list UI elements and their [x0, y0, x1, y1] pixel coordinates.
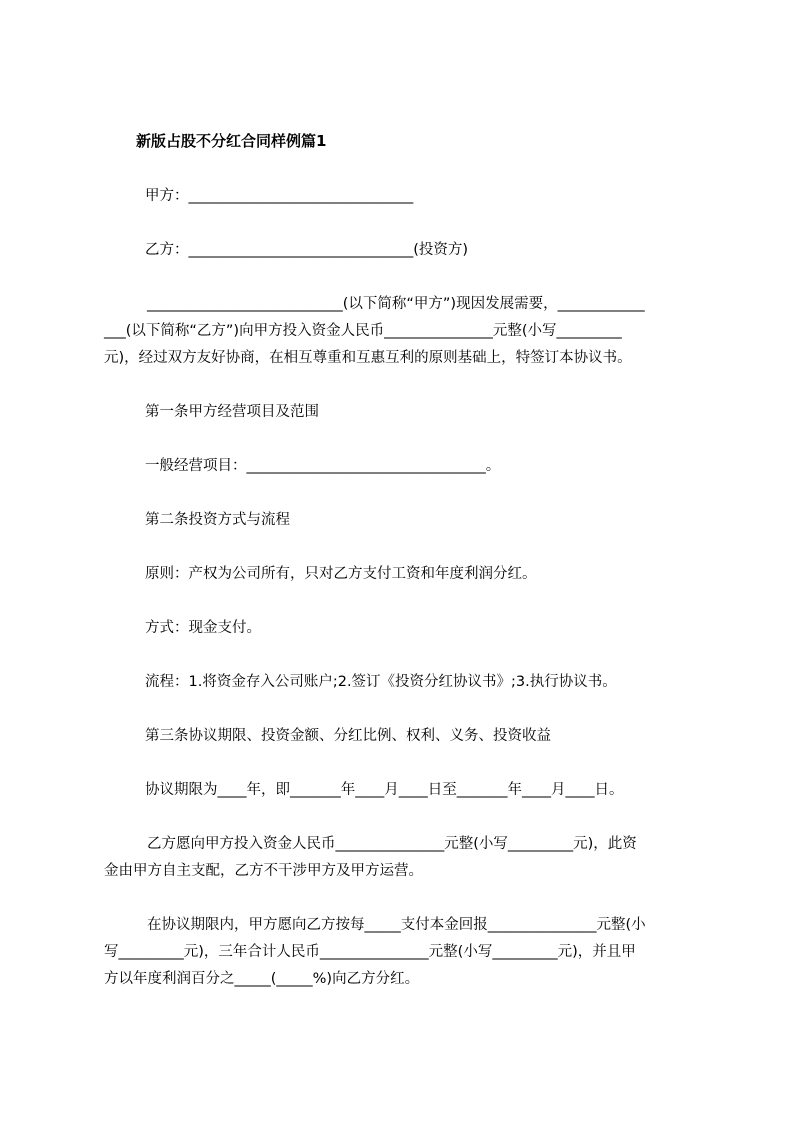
general-items-line: 一般经营项目：_________________________________。: [145, 458, 501, 474]
document-title: 新版占股不分红合同样例篇1: [136, 132, 327, 150]
method-line: 方式：现金支付。: [145, 620, 261, 636]
term-line: 协议期限为____年，即_______年____月____日至_______年____月____日。: [145, 782, 624, 798]
article-1-heading: 第一条甲方经营项目及范围: [145, 404, 319, 420]
party-a-line: 甲方：_______________________________: [145, 188, 414, 204]
paragraph-line: 乙方愿向甲方投入资金人民币_______________元整(小写_________元)，此资: [147, 836, 637, 852]
process-line: 流程：1.将资金存入公司账户;2.签订《投资分红协议书》;3.执行协议书。: [145, 674, 617, 690]
paragraph-line: 金由甲方自主支配，乙方不干涉甲方及甲方运营。: [104, 863, 423, 879]
party-b-line: 乙方：_______________________________(投资方): [145, 242, 469, 258]
paragraph-line: ___(以下简称“乙方”)向甲方投入资金人民币_______________元整(小写_________: [104, 323, 622, 339]
article-3-heading: 第三条协议期限、投资金额、分红比例、权利、义务、投资收益: [145, 728, 551, 744]
paragraph-line: 方以年度利润百分之_____(_____%)向乙方分红。: [104, 971, 420, 987]
paragraph-line: 在协议期限内，甲方愿向乙方按每_____支付本金回报_______________元整(小: [147, 917, 646, 933]
principle-line: 原则：产权为公司所有，只对乙方支付工资和年度利润分红。: [145, 566, 537, 582]
paragraph-line: 写_________元)，三年合计人民币_______________元整(小写_________元)，并且甲: [104, 944, 636, 960]
article-2-heading: 第二条投资方式与流程: [145, 512, 290, 528]
paragraph-line: ___________________________(以下简称“甲方”)现因发展需要，____________: [147, 296, 645, 312]
paragraph-line: 元)，经过双方友好协商，在相互尊重和互惠互利的原则基础上，特签订本协议书。: [104, 350, 632, 366]
